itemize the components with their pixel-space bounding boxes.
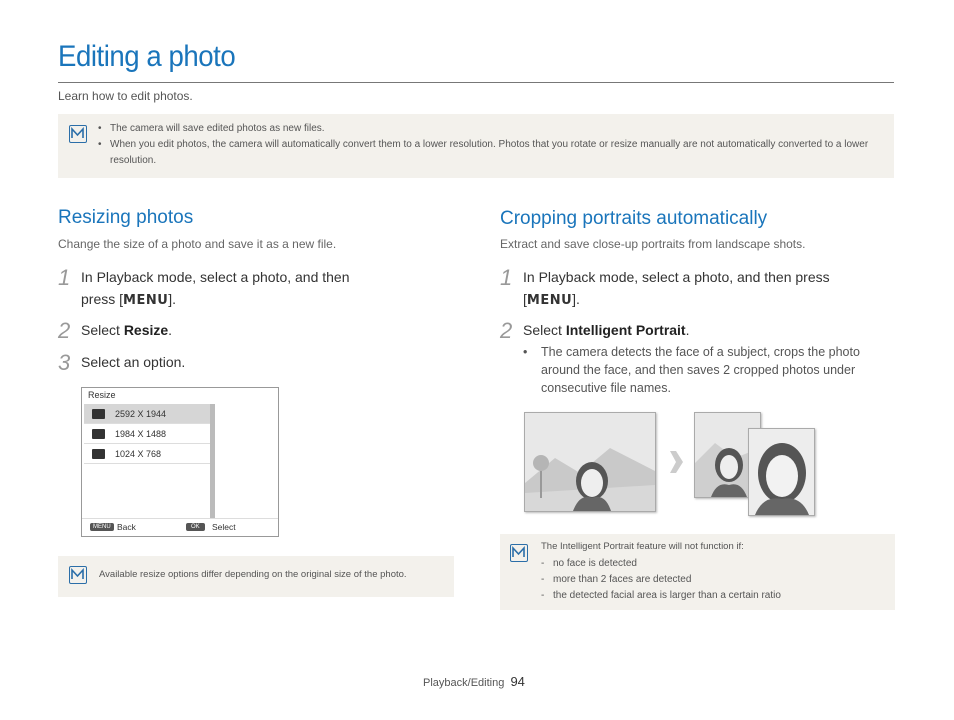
menu-option-resize: Resize [123,322,169,338]
option-list [84,404,210,464]
page-title: Editing a photo [58,40,236,73]
top-note [58,114,894,178]
step-number: 2 [500,318,513,343]
menu-option-intelligent-portrait: Intelligent Portrait [565,322,686,338]
crop-subheading: Extract and save close-up portraits from landscape shots. [500,237,806,251]
resize-subheading: Change the size of a photo and save it as a new file. [58,237,337,251]
menu-button[interactable]: MENU [90,523,114,531]
screen-header: Resize [88,390,116,400]
menu-key: MENU [526,293,573,308]
size-icon [92,409,105,419]
step-number: 1 [500,265,513,290]
resize-step-1 [81,266,401,312]
option-label: 1024 X 768 [115,448,162,459]
note-icon [69,125,87,143]
crop-note [500,534,895,610]
step-text: [ [523,291,527,307]
crop-note-item: - the detected facial area is larger than a certain ratio [541,588,886,604]
step-text: Select [81,322,124,338]
step-text: Select [523,322,566,338]
option-label: 1984 X 1488 [115,428,167,439]
back-label: Back [117,522,136,532]
step-text: ]. [168,291,177,307]
crop-bullet-marker: • [523,345,528,359]
resize-note-text: Available resize options differ depending on the original size of the photo. [99,569,407,580]
note-item: • The camera will save edited photos as new files. [98,121,888,137]
landscape-photo [524,412,656,512]
step-number: 1 [58,265,71,290]
page-footer [423,674,525,689]
crop-note-item: - no face is detected [541,556,886,572]
page-number: 94 [510,674,525,689]
resize-option[interactable] [84,404,210,424]
ok-button[interactable]: OK [186,523,205,531]
scrollbar[interactable] [210,404,215,519]
page-subtitle: Learn how to edit photos. [58,89,193,103]
step-text: . [685,322,690,338]
step-text: In Playback mode, select a photo, and then [81,269,350,285]
crop-note-intro: The Intelligent Portrait feature will not function if: [541,541,744,552]
step-text: . [168,322,173,338]
crop-step-2-bullet: The camera detects the face of a subject, crops the photo around the face, and then saves 2 cropped photos under consecutive file names. [541,345,860,395]
resize-step-3: Select an option. [81,354,186,370]
step-text: press [ [81,291,124,307]
resize-heading: Resizing photos [58,207,194,228]
step-number: 2 [58,318,71,343]
size-icon [92,429,105,439]
note-item: • When you edit photos, the camera will automatically convert them to a lower resolution. Photos that you rotate or resize manually are not automatically converted to a lower resolution. [98,137,888,169]
footer-section: Playback/Editing [423,677,505,689]
note-icon [510,544,528,562]
resize-option[interactable] [84,444,210,464]
step-text: ]. [572,291,580,307]
crop-note-item: - more than 2 faces are detected [541,572,886,588]
arrow-icon [668,447,684,482]
step-text: In Playback mode, select a photo, and then press [523,269,830,285]
portrait-photo-2 [748,428,815,516]
select-label: Select [212,522,236,532]
title-divider [58,82,894,83]
resize-option[interactable] [84,424,210,444]
step-number: 3 [58,350,71,375]
option-label: 2592 X 1944 [115,408,167,419]
resize-step-2 [81,319,172,341]
resize-screen [81,387,279,537]
crop-step-2 [523,319,690,341]
menu-key: MENU [123,293,169,308]
crop-heading: Cropping portraits automatically [500,208,768,229]
size-icon [92,449,105,459]
resize-note [58,556,454,597]
screen-footer [82,518,278,537]
crop-step-1 [523,266,893,312]
note-icon [69,566,87,584]
